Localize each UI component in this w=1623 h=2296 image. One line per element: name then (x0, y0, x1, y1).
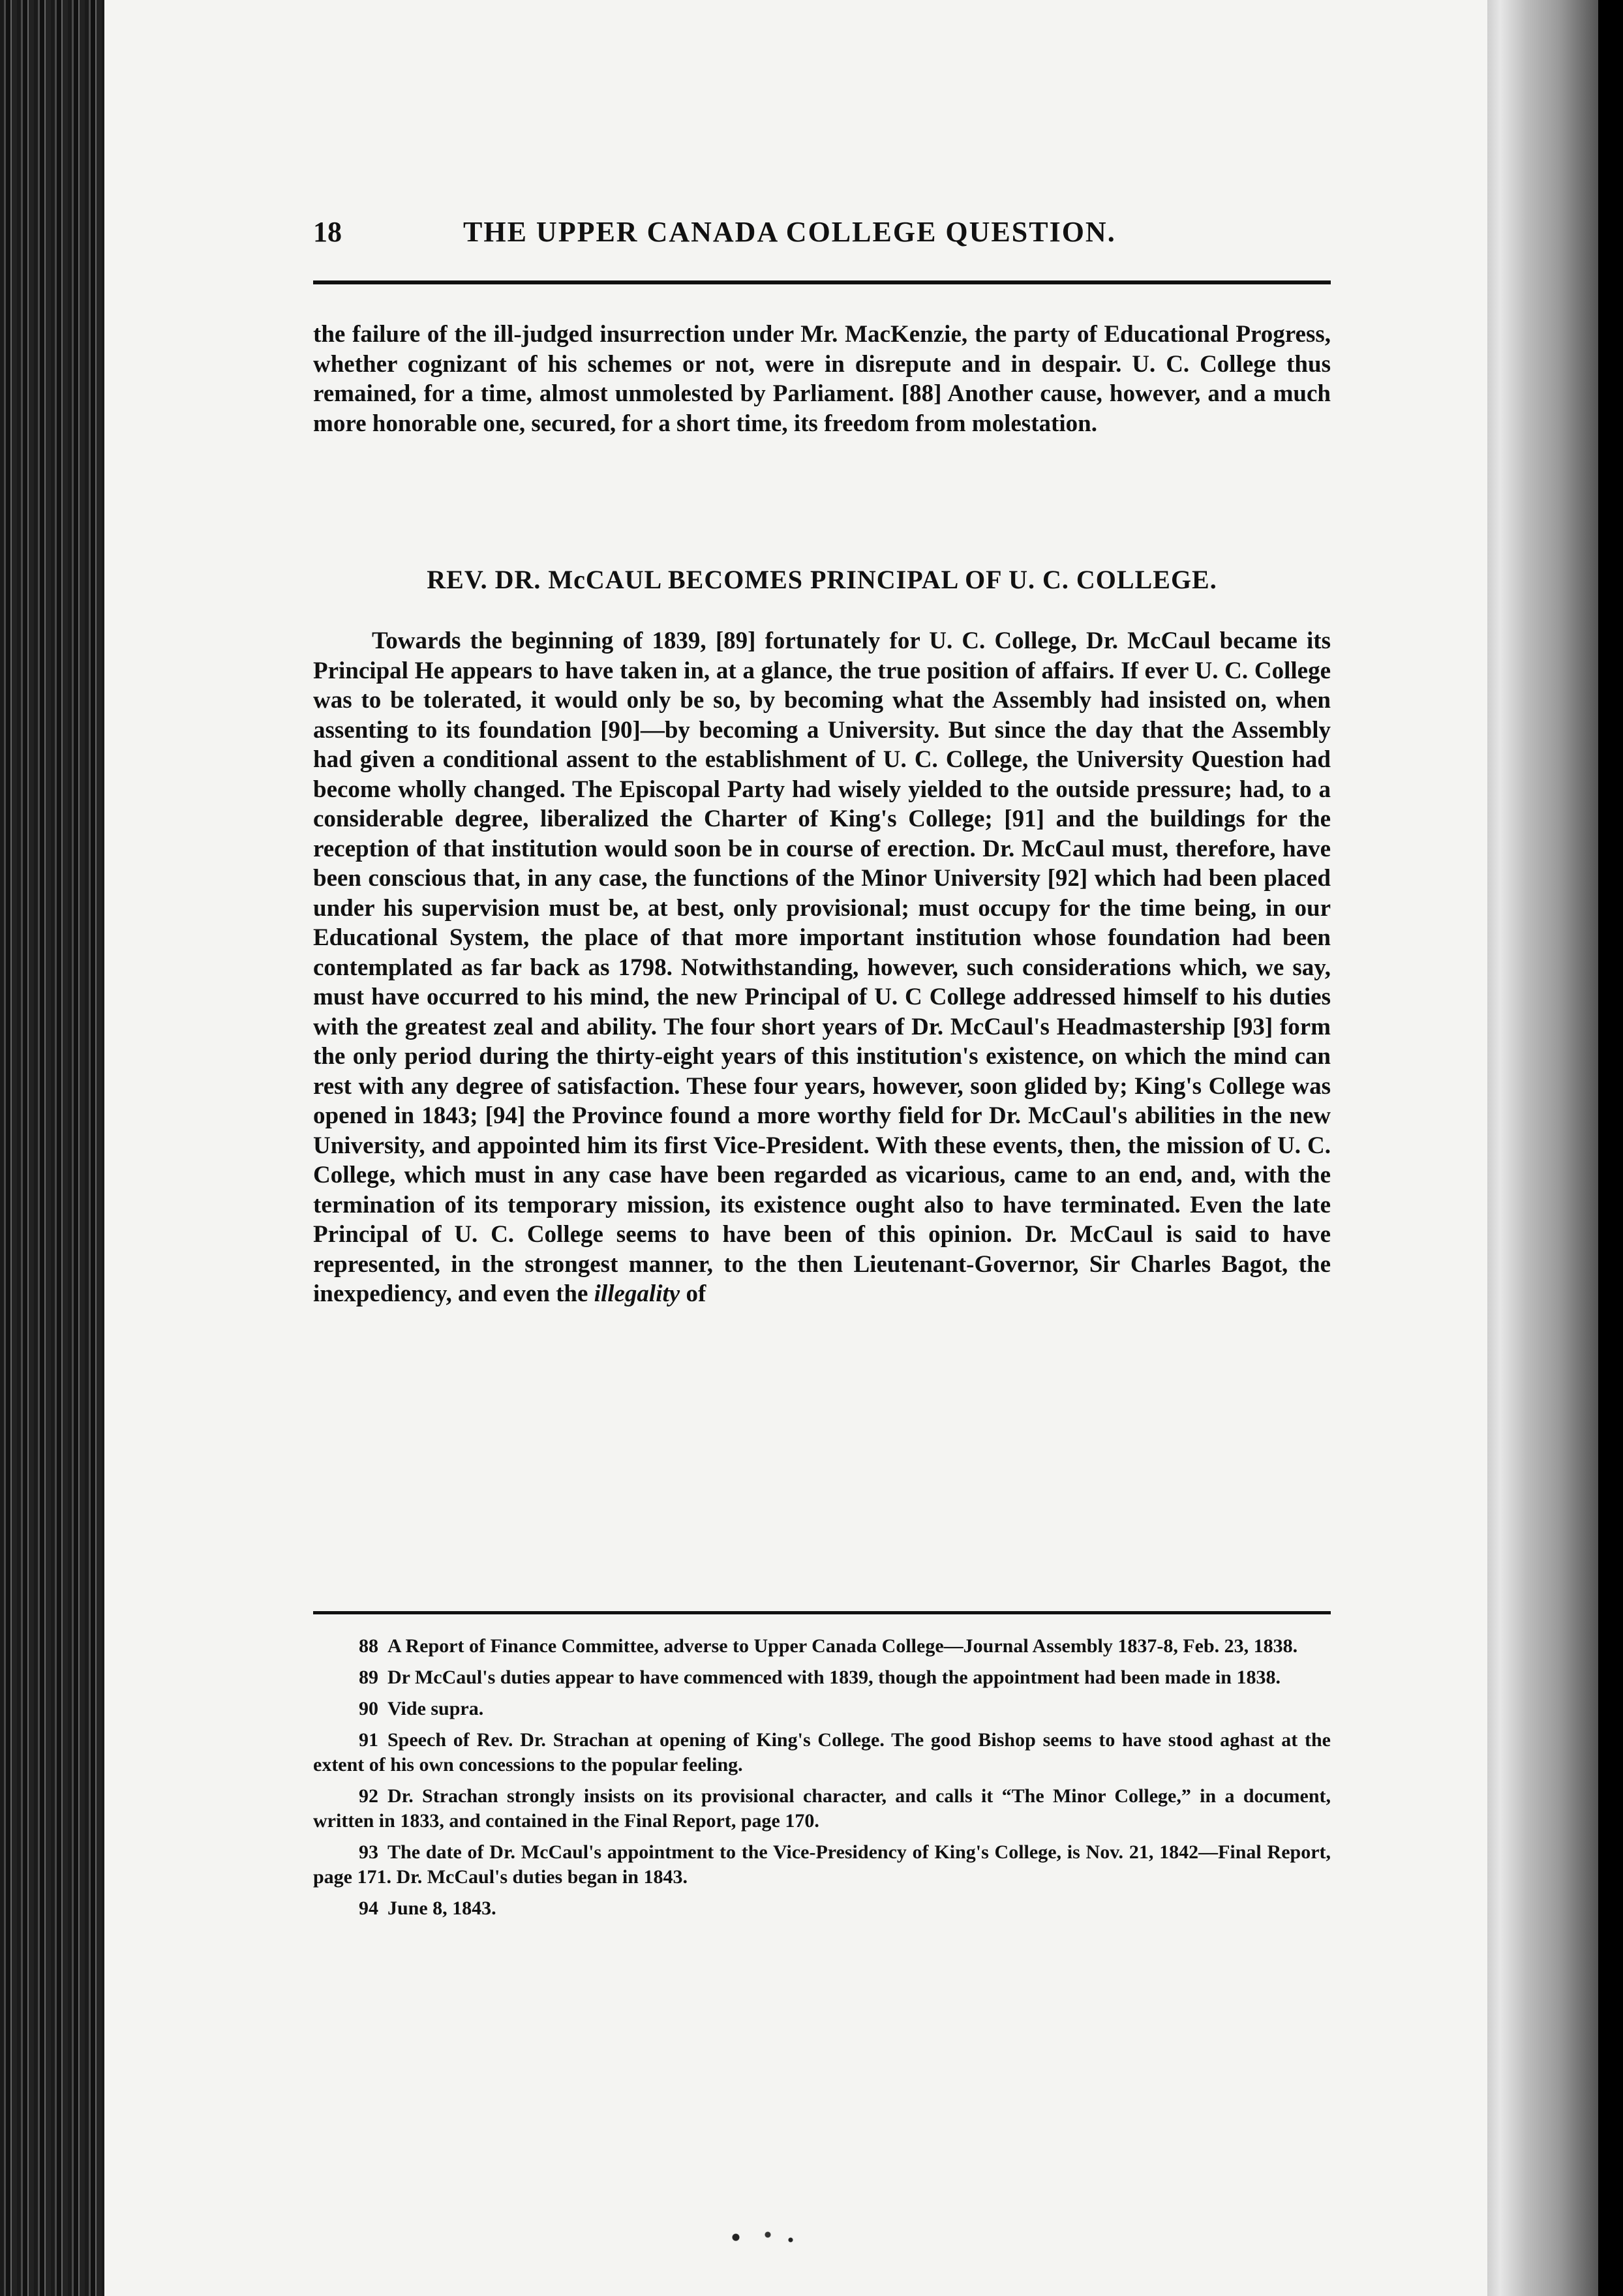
paragraph-tail: of (680, 1280, 706, 1307)
paragraph-italic-word: illegality (594, 1280, 680, 1307)
page-content (313, 209, 1331, 2035)
footnote-number: 88 (359, 1635, 378, 1657)
page-edge-shadow (1487, 0, 1598, 2296)
footnotes (313, 1634, 1331, 1927)
footnote-text: A Report of Finance Committee, adverse to Upper Canada College—Journal Assembly 1837-8, Feb. 23, 1838. (387, 1635, 1298, 1657)
footnote-rule (313, 1611, 1331, 1614)
footnote-number: 89 (359, 1667, 378, 1688)
footnote-number: 92 (359, 1785, 378, 1807)
footnote-text: Vide supra. (387, 1698, 484, 1719)
footnote-number: 94 (359, 1897, 378, 1919)
footnote-92 (313, 1784, 1331, 1834)
paragraph-main (313, 626, 1331, 1309)
footnote-89 (313, 1665, 1331, 1690)
header-rule (313, 280, 1331, 284)
footnote-text: The date of Dr. McCaul's appointment to the Vice-Presidency of King's College, is Nov. 21, 1842—Final Report, page 171. Dr. McCaul's duties began in 1843. (313, 1841, 1331, 1888)
section-heading: REV. DR. McCAUL BECOMES PRINCIPAL OF U. C. COLLEGE. (427, 565, 1217, 594)
footnote-text: Speech of Rev. Dr. Strachan at opening of King's College. The good Bishop seems to have stood aghast at the extent of his own concessions to the popular feeling. (313, 1729, 1331, 1775)
footnote-number: 90 (359, 1698, 378, 1719)
page-number: 18 (313, 216, 342, 248)
footnote-number: 91 (359, 1729, 378, 1751)
footnote-91 (313, 1728, 1331, 1777)
running-head (313, 209, 1331, 254)
header-title: THE UPPER CANADA COLLEGE QUESTION. (463, 216, 1116, 248)
book-gutter (0, 0, 104, 2296)
footnote-94 (313, 1896, 1331, 1921)
footnote-93 (313, 1840, 1331, 1890)
footnote-text: Dr. Strachan strongly insists on its provisional character, and calls it “The Minor College,” in a document, written in 1833, and contained in the Final Report, page 170. (313, 1785, 1331, 1832)
footnote-90 (313, 1697, 1331, 1721)
footnote-text: June 8, 1843. (387, 1897, 496, 1919)
paragraph-main-text: Towards the beginning of 1839, [89] fortunately for U. C. College, Dr. McCaul became its Principal He appears to have taken in, at a glance, the true position of affairs. If ever U. C. College was to be tolerated, it would only be so, by becoming what the Assembly had insisted on, when assenting to its foundation [90]—by becoming a University. But since the day that the Assembly had given a conditional assent to the establishment of U. C. College, the University Question had become wholly changed. The Episcopal Party had wisely yielded to the outside pressure; had, to a considerable degree, liberalized the Charter of King's College; [91] and the buildings for the reception of that institution would soon be in course of erection. Dr. McCaul must, therefore, have been conscious that, in any case, the functions of the Minor University [92] which had been placed under his supervision must be, at best, only provisional; must occupy for the time being, in our Educational System, the place of that more important institution whose foundation had been contemplated as far back as 1798. Notwithstanding, however, such considerations which, we say, must have occurred to his mind, the new Principal of U. C College addressed himself to his duties with the greatest zeal and ability. The four short years of Dr. McCaul's Headmastership [93] form the only period during the thirty-eight years of this institution's existence, on which the mind can rest with any degree of satisfaction. These four years, however, soon glided by; King's College was opened in 1843; [94] the Province found a more worthy field for Dr. McCaul's abilities in the new University, and appointed him its first Vice-President. With these events, then, the mission of U. C. College, which must in any case have been regarded as vicarious, came to an end, and, with the termination of its temporary mission, its existence ought also to have terminated. Even the late Principal of U. C. College seems to have been of this opinion. Dr. McCaul is said to have represented, in the strongest manner, to the then Lieutenant-Governor, Sir Charles Bagot, the inexpediency, and even the (313, 627, 1331, 1307)
footnote-text: Dr McCaul's duties appear to have commenced with 1839, though the appointment had been made in 1838. (387, 1667, 1281, 1688)
footnote-88 (313, 1634, 1331, 1659)
paragraph-continued: the failure of the ill-judged insurrection under Mr. MacKenzie, the party of Educational Progress, whether cognizant of his schemes or not, were in disrepute and in despair. U. C. College thus remained, for a time, almost unmolested by Parliament. [88] Another cause, however, and a much more honorable one, secured, for a short time, its freedom from molestation. (313, 321, 1331, 437)
scan-specks (718, 2224, 809, 2250)
footnote-number: 93 (359, 1841, 378, 1863)
